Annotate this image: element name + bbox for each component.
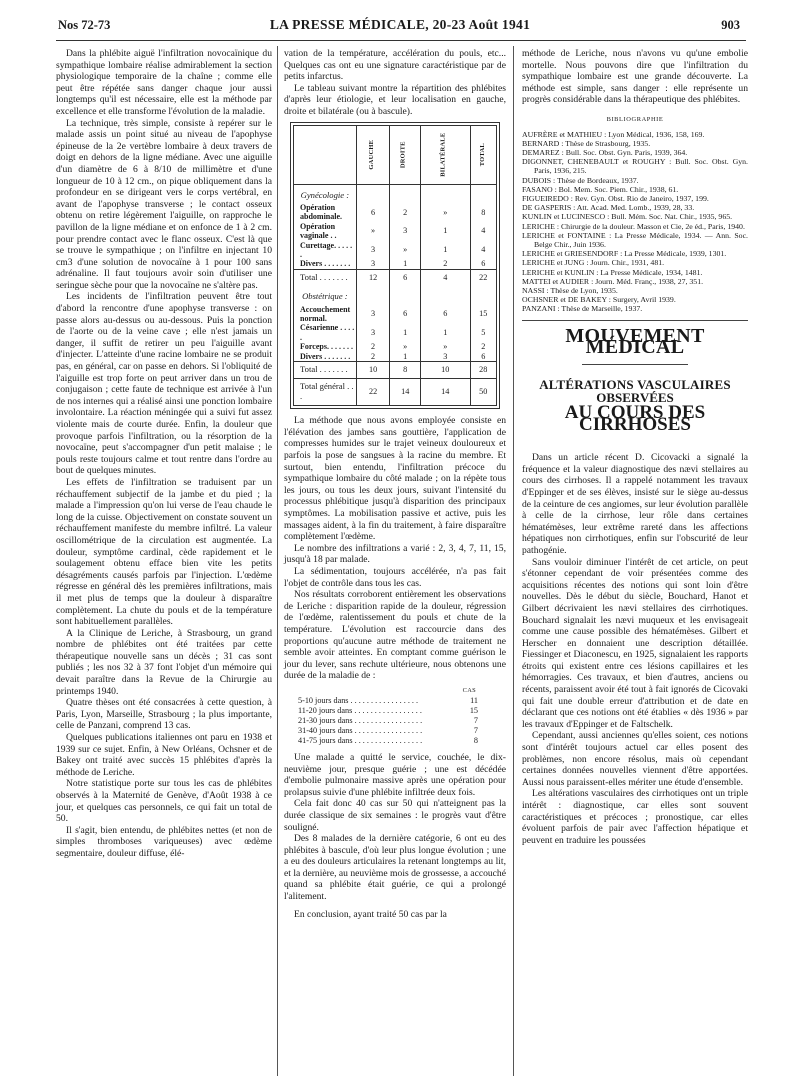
column-header: TOTAL bbox=[478, 143, 486, 167]
duration-row: 41-75 jours dans . . . . . . . . . . . . . . . . . 8 bbox=[298, 735, 478, 745]
page-header bbox=[0, 0, 800, 36]
paragraph: La sédimentation, toujours accélérée, n'a pas fait l'objet de contrôle dans tous les cas. bbox=[284, 566, 506, 589]
duration-row: 31-40 jours dans . . . . . . . . . . . . . . . . . 7 bbox=[298, 725, 478, 735]
table-row: Césarienne . . . . . 3 1 1 5 bbox=[294, 323, 496, 342]
bib-entry: LERICHE et JUNG : Journ. Chir., 1931, 481. bbox=[522, 258, 665, 268]
section-label: Obstétrique : bbox=[302, 291, 348, 302]
paragraph: vation de la température, accélération du pouls, etc... Quelques cas ont eu une signature caractéristique par de petits infarctus. bbox=[284, 48, 506, 83]
column-header: GAUCHE bbox=[367, 140, 375, 170]
paragraph: Dans la phlébite aiguë l'infiltration novocaïnique du sympathique lombaire réalise admirablement la section physiologique temporaire de la chaîne ; comme elle peut être répétée sans danger chaque jour aussi longtemps qu'il est nécessaire, elle est la méthode par excellence et elle transforme l'évolution de la maladie. bbox=[56, 48, 272, 117]
paragraph: La technique, très simple, consiste à repérer sur le malade assis un point situé au niveau de l'apophyse épineuse de la 2e vertèbre lombaire à deux travers de doigt en dehors de la ligne médiane. Avec une aiguille d'un diamètre de 6 à 8/10 de millimètre et d'une longueur de 10 à 12 cm., on pique obliquement dans la profondeur en se dirigeant vers le corps vertébral, en avant de l'apophyse transverse ; le contact osseux obtenu on retire légèrement l'aiguille, on rapproche le pavillon de la ligne médiane et on enfonce de 1 à 2 cm. pour prendre contact avec le flanc osseux. C'est là que se trouve le sympathique ; on l'infiltre en injectant 10 cm3 d'une solution de novocaïne à 1 pour 100 sans adrénaline. Il faut toujours avoir soin d'utiliser une seringue sèche pour que la novocaïne ne s'altère pas. bbox=[56, 117, 272, 291]
bib-entry: DE GASPERIS : Att. Acad. Med. Lomb., 1939, 28, 33. bbox=[522, 203, 695, 213]
bib-entry: LERICHE et FONTAINE : La Presse Médicale, 1934. — Ann. Soc. Belge Chir., Juin 1936. bbox=[522, 230, 748, 249]
paragraph: La méthode que nous avons employée consiste en l'élévation des jambes sans gouttière, l'application de compresses humides sur le trajet veineux douloureux et parfois la pose de sangsues à la racine du membre. Et surtout, bien entendu, l'infiltration précoce du sympathique lombaire du côté malade ; on la répète tous les jours, ou tous les deux jours, suivant l'intensité du processus phlébitique jusqu'à disparition des principaux symptômes. La mobilisation passive et active, puis les massages aident, à la fin du traitement, à faire disparaître complètement l'œdème. bbox=[284, 415, 506, 543]
table-row: Opération abdominale. 6 2 » 8 bbox=[294, 203, 496, 222]
column-3 bbox=[522, 48, 748, 846]
paragraph: Quatre thèses ont été consacrées à cette question, à Paris, Lyon, Marseille, Strasbourg ; la plus importante, celle de Panzani, comprend 13 cas. bbox=[56, 697, 272, 732]
table-row: Curettage. . . . . . 3 » 1 4 bbox=[294, 241, 496, 260]
bib-entry: LERICHE et KUNLIN : La Presse Médicale, 1934, 1481. bbox=[522, 267, 703, 277]
paragraph: Le nombre des infiltrations a varié : 2, 3, 4, 7, 11, 15, jusqu'à 18 par malade. bbox=[284, 542, 506, 566]
section-rule bbox=[522, 320, 748, 321]
paragraph: Le tableau suivant montre la répartition des phlébites d'après leur étiologie, et leur localisation en gauche, droite et bilatérale (ou à bascule). bbox=[284, 82, 506, 117]
header-rule bbox=[56, 40, 746, 41]
bib-entry: NASSI : Thèse de Lyon, 1935. bbox=[522, 286, 618, 296]
duration-table bbox=[298, 686, 478, 746]
bib-entry: LERICHE et GRIESENDORF : La Presse Médicale, 1939, 1301. bbox=[522, 249, 727, 259]
bib-entry: KUNLIN et LUCINESCO : Bull. Mém. Soc. Nat. Chir., 1935, 965. bbox=[522, 212, 733, 222]
section-rule bbox=[582, 364, 688, 365]
bib-entry: DEMAREZ : Bull. Soc. Obst. Gyn. Paris, 1939, 364. bbox=[522, 147, 688, 157]
bib-entry: DIGONNET, CHENEBAULT et ROUGHY : Bull. Soc. Obst. Gyn. Paris, 1936, 215. bbox=[522, 157, 748, 176]
page-number: 903 bbox=[721, 18, 740, 32]
duration-header: CAS bbox=[462, 686, 476, 694]
paragraph: méthode de Leriche, nous n'avons vu qu'une embolie mortelle. Nous pouvons dire que l'infiltration du sympathique lombaire est une grande découverte. La méthode est simple, sans danger : elle représente un progrès considérable dans la thérapeutique des phlébites. bbox=[522, 48, 748, 106]
section-label: Gynécologie : bbox=[300, 189, 350, 200]
bib-entry: LERICHE : Chirurgie de la douleur. Masson et Cie, 2e éd., Paris, 1940. bbox=[522, 221, 745, 231]
table-row: Forceps. . . . . . . 2 » » 2 bbox=[294, 342, 496, 351]
duration-row: 21-30 jours dans . . . . . . . . . . . . . . . . . 7 bbox=[298, 715, 478, 725]
table-row: Divers . . . . . . . 2 1 3 6 bbox=[294, 352, 496, 362]
paragraph: Quelques publications italiennes ont paru en 1938 et 1939 sur ce sujet. Enfin, à New Orléans, Ochsner et de Bakey ont traité avec succès 15 phlébites d'après la méthode de Leriche. bbox=[56, 732, 272, 778]
statistics-table bbox=[290, 122, 500, 410]
article-title-line: AU COURS DES CIRRHOSES bbox=[564, 402, 706, 435]
bib-entry: FIGUEIREDO : Rev. Gyn. Obst. Rio de Janeiro, 1937, 199. bbox=[522, 193, 709, 203]
paragraph: Nos résultats corroborent entièrement les observations de Leriche : disparition rapide de la douleur, régression de l'œdème, ralentissement du pouls et chute de la température. L'évolution est raccourcie dans des proportions qu'aucune autre méthode de traitement ne semble avoir atteintes. En comptant comme guérison le jour du lever, sans rechute ultérieure, nous obtenons une durée de la maladie de : bbox=[284, 589, 506, 682]
paragraph: A la Clinique de Leriche, à Strasbourg, un grand nombre de phlébites ont été traitées par cette thérapeutique nouvelle sans un décès ; 31 cas sont publiés ; les nos 32 à 37 font l'objet d'un mémoire qui devait paraître dans la Revue de la Chirurgie au printemps 1940. bbox=[56, 627, 272, 697]
bib-entry: OCHSNER et DE BAKEY : Surgery, Avril 1939. bbox=[522, 295, 676, 305]
issue-number: Nos 72-73 bbox=[58, 18, 111, 32]
table-total-row: Total . . . . . . . 10 8 10 28 bbox=[294, 362, 496, 379]
article-title-line: OBSERVÉES bbox=[596, 390, 674, 406]
paragraph: Les incidents de l'infiltration peuvent être tout d'abord la rencontre d'une apophyse transverse : on passe alors au-dessus ou au-dessous. Puis la ponction de l'aorte ou de la veine cave ; elle n'est jamais un danger, il suffit de retirer un peu l'aiguille avant d'injecter. L'atteinte d'une racine lombaire ne se produit pas, en général, car on passe en dehors. Si l'obliquité de l'aiguille est trop forte on peut arriver dans un trou de conjugaison ; cette faute de technique est arrivée à l'un de nos internes qui a réalisé ainsi une ponction lombaire involontaire. La réaction méningée qui a suivi fut assez violente mais de courte durée. Enfin, la douleur que provoque parfois l'infiltration, ou la résorption de la novocaïne, peut s'accompagner d'un petit malaise ; le pouls reste toujours calme et tout rentre dans l'ordre au bout de quelques minutes. bbox=[56, 291, 272, 477]
duration-row: 5-10 jours dans . . . . . . . . . . . . . . . . . 11 bbox=[298, 695, 478, 705]
table-total-row: Total . . . . . . . 12 6 4 22 bbox=[294, 269, 496, 286]
paragraph: Une malade a quitté le service, couchée, le dix-neuvième jour, presque guérie ; une est décédée d'embolie pulmonaire massive après une opération pour prolapsus suivie d'une phlébite infiltrée deux fois. bbox=[284, 751, 506, 798]
paragraph: Sans vouloir diminuer l'intérêt de cet article, on peut s'étonner cependant de voir présentées comme des acquisitions récentes des notions qui sont loin d'être nouvelles. Dès le début du siècle, Bouchard, Hanot et Gilbert décrivaient les nævi stellaires des cirrhotiques. Bouchard signalait les nævi muqueux et les envisageait comme une cause possible des hématémèses. Gilbert et Herscher en donnaient une description détaillée. Fiessinger et Diaconescu, en 1925, signalaient les rapports étroits qui existent entre ces lésions capillaires et les hémorragies. Ces travaux, et bien d'autres, anciens ou récents, paraissent avoir été tout à fait ignorés de Cicovaki qui fait une double erreur d'attribution et de date en déclarant que ces notions ont été établies « dès 1936 » par les travaux d'Eppinger et de Faltschelk. bbox=[522, 556, 748, 730]
column-header: BILATÉRALE bbox=[439, 132, 447, 178]
bib-entry: FASANO : Bol. Mem. Soc. Piem. Chir., 1938, 61. bbox=[522, 184, 679, 194]
duration-row: 11-20 jours dans . . . . . . . . . . . . . . . . . 15 bbox=[298, 705, 478, 715]
paragraph: Notre statistique porte sur tous les cas de phlébites observés à la Maternité de Genève, d'Août 1938 à ce jour, et quelques cas personnels, ce qui fait un total de 50. bbox=[56, 778, 272, 825]
bib-entry: DUBOIS : Thèse de Bordeaux, 1937. bbox=[522, 175, 639, 185]
article-title-line: ALTÉRATIONS VASCULAIRES bbox=[539, 376, 731, 392]
paragraph: Il s'agit, bien entendu, de phlébites nettes (et non de simples thromboses variqueuses) avec œdème segmentaire, douleur diffuse, élé- bbox=[56, 824, 272, 859]
column-2 bbox=[284, 48, 506, 920]
column-divider bbox=[513, 46, 514, 1076]
bib-entry: MATTEI et AUDIER : Journ. Méd. Franç., 1938, 27, 351. bbox=[522, 276, 704, 286]
bib-entry: BERNARD : Thèse de Strasbourg, 1935. bbox=[522, 138, 651, 148]
paragraph: Les altérations vasculaires des cirrhotiques ont un triple intérêt : diagnostique, car elles sont souvent caractéristiques et précoces ; pronostique, car elles évoluent parfois de pair avec l'affection hépatique et peuvent en traduire les poussées bbox=[522, 788, 748, 846]
bib-entry: PANZANI : Thèse de Marseille, 1937. bbox=[522, 304, 643, 314]
bib-entry: AUFRÈRE et MATHIEU : Lyon Médical, 1936, 158, 169. bbox=[522, 129, 705, 139]
table-row: Opération vaginale . . » 3 1 4 bbox=[294, 222, 496, 241]
paragraph: En conclusion, ayant traité 50 cas par la bbox=[294, 908, 447, 920]
column-header: DROITE bbox=[400, 141, 408, 169]
bibliography-title: BIBLIOGRAPHIE bbox=[606, 115, 664, 123]
paragraph: Cependant, aussi anciennes qu'elles soient, ces notions sont d'intérêt toujours actuel car elles posent des problèmes, non encore résolus, mais où cependant certaines données nouvelles viennent d'être apportées. Aussi nous paraissent-elles mériter une étude d'ensemble. bbox=[522, 730, 748, 788]
table-row: Divers . . . . . . . 3 1 2 6 bbox=[294, 259, 496, 269]
journal-title: LA PRESSE MÉDICALE, 20-23 Août 1941 bbox=[269, 17, 531, 32]
bibliography-list bbox=[522, 130, 748, 314]
column-1 bbox=[56, 48, 272, 860]
table-row: Accouchement normal. 3 6 6 15 bbox=[294, 305, 496, 324]
section-heading: MOUVEMENT MÉDICAL bbox=[565, 324, 705, 359]
paragraph: Les effets de l'infiltration se traduisent par un réchauffement subjectif de la jambe et du pied ; la malade a l'impression qu'on lui verse de l'eau chaude le long de la cuisse. Objectivement on constate souvent un réchauffement manifeste du membre infiltré. La valeur oscillométrique de la circulation est augmentée. La douleur, symptôme cardinal, cède rapidement et le soulagement obtenu efface bien vite les petits désagréments causés parfois par l'injection. L'œdème régresse en général dès les premières infiltrations, mais il met plus de temps que la douleur à disparaître complètement. La chute du pouls et de la température sont habituellement parallèles. bbox=[56, 476, 272, 628]
paragraph: Cela fait donc 40 cas sur 50 qui n'atteignent pas la durée classique de six semaines : le progrès vaut d'être souligné. bbox=[284, 798, 506, 833]
column-divider bbox=[277, 46, 278, 1076]
paragraph: Des 8 malades de la dernière catégorie, 6 ont eu des phlébites à bascule, d'où leur plus longue évolution ; une a eu des douleurs articulaires la retenant longtemps au lit, et la dernière, au neuvième mois de grossesse, a accouché quand sa phlébite était guérie, ce qui a prolongé l'alitement. bbox=[284, 833, 506, 903]
paragraph: Dans un article récent D. Cicovacki a signalé la fréquence et la valeur diagnostique des nævi stellaires au cours des cirrhoses. Il a rappelé notamment les travaux d'Eppinger et de ses élèves, insisté sur le siège au-dessus de la ceinture de ces angiomes, sur leur évolution parallèle à celle de la cirrhose, leur rôle dans certaines hématémèses, leur extrême rareté dans les affections hépatiques non cirrhotiques, enfin sur l'obscurité de leur pathogénie. bbox=[522, 452, 748, 556]
table-grand-total-row: Total général . . . 22 14 14 50 bbox=[294, 379, 496, 405]
article-title bbox=[522, 376, 748, 435]
